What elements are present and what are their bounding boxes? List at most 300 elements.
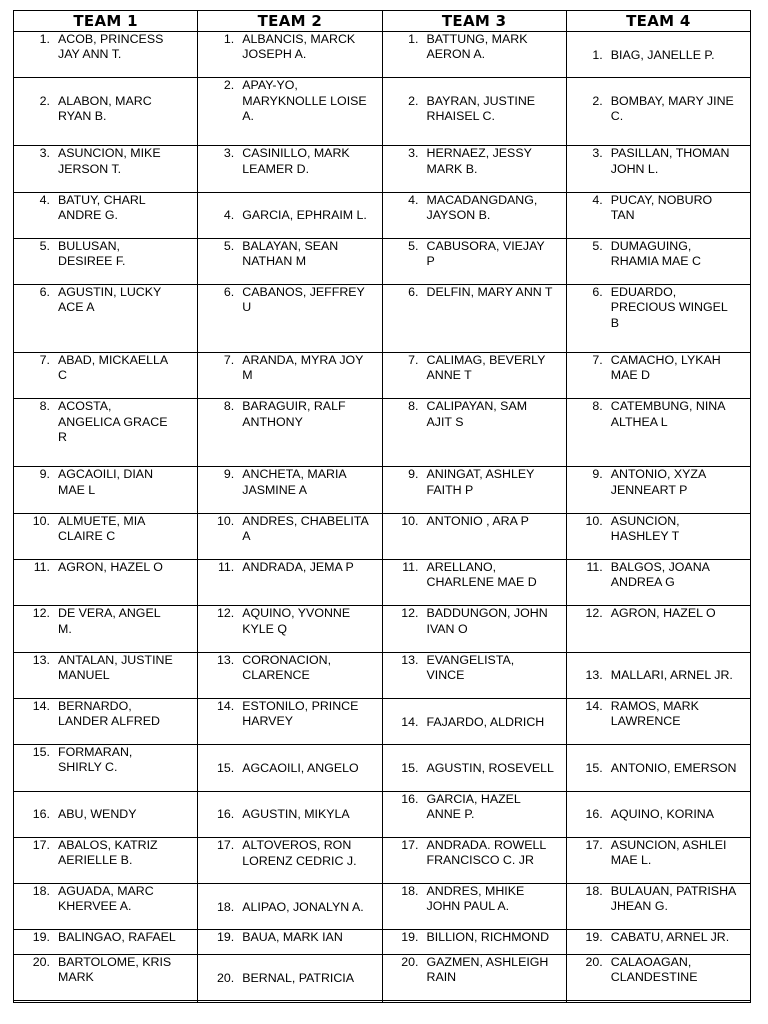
- member-number: 12.: [32, 606, 50, 621]
- member-number: 16.: [401, 791, 419, 806]
- member-entry: [383, 761, 566, 776]
- member-entry: [383, 884, 566, 914]
- member-number: 6.: [39, 285, 50, 300]
- team-1-cell: [14, 698, 198, 744]
- member-number: 2.: [39, 93, 50, 108]
- member-entry: [198, 514, 381, 544]
- member-name: HERNAEZ, JESSY MARK B.: [426, 146, 532, 176]
- team-3-cell: [382, 698, 566, 744]
- team-4-cell: [566, 192, 750, 238]
- team-1-cell: [14, 884, 198, 930]
- member-number: 13.: [217, 652, 235, 667]
- member-number: 19.: [217, 930, 235, 945]
- team-3-cell: [382, 32, 566, 78]
- member-entry: [14, 699, 197, 729]
- member-name: CALIMAG, BEVERLY ANNE T: [426, 353, 546, 383]
- team-2-cell: [198, 791, 382, 837]
- member-entry: [567, 699, 750, 729]
- member-number: 7.: [39, 353, 50, 368]
- team-2-cell: [198, 955, 382, 1001]
- roster-row: [14, 955, 751, 1001]
- team-2-cell: [198, 238, 382, 284]
- roster-row: [14, 837, 751, 883]
- member-entry: [383, 606, 566, 636]
- member-entry: [198, 560, 381, 575]
- member-entry: [198, 467, 381, 497]
- member-entry: [198, 699, 381, 729]
- team-2-cell: [198, 399, 382, 467]
- team-2-cell: [198, 930, 382, 955]
- team-1-cell: [14, 146, 198, 192]
- member-entry: [383, 399, 566, 429]
- member-number: 10.: [217, 513, 235, 528]
- member-entry: [567, 761, 750, 776]
- member-number: 15.: [32, 745, 50, 760]
- member-number: 5.: [592, 238, 603, 253]
- member-entry: [567, 467, 750, 497]
- member-name: AGUADA, MARC KHERVEE A.: [58, 884, 154, 914]
- member-name: BOMBAY, MARY JINE C.: [610, 93, 734, 124]
- member-entry: [567, 399, 750, 429]
- team-1-header: TEAM 1: [14, 11, 198, 32]
- team-2-cell: [198, 353, 382, 399]
- member-number: 3.: [39, 146, 50, 161]
- empty-cell: [14, 1001, 198, 1003]
- team-1-cell: [14, 745, 198, 791]
- member-number: 4.: [408, 192, 419, 207]
- roster-row: [14, 192, 751, 238]
- member-name: ARELLANO, CHARLENE MAE D: [426, 560, 537, 590]
- member-name: ANTONIO, XYZA JENNEART P: [610, 467, 707, 497]
- team-2-cell: [198, 884, 382, 930]
- member-name: BERNARDO, LANDER ALFRED: [58, 698, 160, 729]
- team-1-cell: [14, 930, 198, 955]
- member-number: 20.: [32, 955, 50, 970]
- member-name: ANDRADA, JEMA P: [242, 560, 354, 575]
- empty-space-row: [14, 1001, 751, 1003]
- member-number: 1.: [223, 32, 235, 46]
- member-name: ASUNCION, HASHLEY T: [610, 513, 680, 543]
- member-entry: [383, 792, 566, 822]
- member-entry: [198, 285, 381, 315]
- team-3-cell: [382, 353, 566, 399]
- team-2-cell: [198, 560, 382, 606]
- team-2-header: TEAM 2: [198, 11, 382, 32]
- roster-row: [14, 32, 751, 78]
- member-number: 11.: [33, 560, 50, 575]
- member-number: 2.: [223, 78, 235, 93]
- team-header-row: [14, 11, 751, 32]
- member-name: ABU, WENDY: [58, 807, 137, 822]
- member-number: 18.: [401, 884, 419, 899]
- team-2-cell: [198, 285, 382, 353]
- member-number: 9.: [592, 467, 603, 482]
- team-3-cell: [382, 192, 566, 238]
- member-entry: [198, 78, 381, 124]
- member-number: 7.: [408, 353, 419, 368]
- member-number: 17.: [217, 838, 235, 853]
- team-1-cell: [14, 353, 198, 399]
- member-name: ANTONIO , ARA P: [426, 513, 529, 528]
- team-3-header: TEAM 3: [382, 11, 566, 32]
- roster-row: [14, 146, 751, 192]
- member-number: 18.: [217, 899, 235, 914]
- member-entry: [567, 560, 750, 590]
- member-number: 18.: [32, 884, 50, 899]
- member-entry: [14, 467, 197, 497]
- member-name: ANINGAT, ASHLEY FAITH P: [426, 467, 535, 497]
- member-name: ALTOVEROS, RON LORENZ CEDRIC J.: [242, 838, 357, 868]
- team-4-cell: [566, 560, 750, 606]
- member-entry: [383, 514, 566, 529]
- team-4-cell: [566, 955, 750, 1001]
- member-name: ANDRADA. ROWELL FRANCISCO C. JR: [426, 837, 547, 868]
- member-number: 17.: [32, 837, 50, 852]
- member-number: 15.: [401, 761, 419, 776]
- member-name: MALLARI, ARNEL JR.: [610, 668, 733, 683]
- member-name: ASUNCION, ASHLEI MAE L.: [610, 837, 727, 868]
- team-1-cell: [14, 955, 198, 1001]
- member-number: 9.: [223, 467, 235, 482]
- member-number: 15.: [585, 761, 603, 776]
- member-entry: [567, 239, 750, 269]
- team-3-cell: [382, 560, 566, 606]
- member-name: BERNAL, PATRICIA: [242, 970, 355, 985]
- member-name: ESTONILO, PRINCE HARVEY: [242, 698, 359, 729]
- member-name: ALMUETE, MIA CLAIRE C: [58, 513, 146, 543]
- member-number: 1.: [39, 32, 50, 46]
- member-name: AGCAOILI, DIAN MAE L: [58, 467, 154, 497]
- member-number: 19.: [32, 930, 50, 945]
- member-name: ANTALAN, JUSTINE MANUEL: [58, 652, 173, 682]
- member-name: PUCAY, NOBURO TAN: [610, 192, 713, 222]
- member-number: 10.: [401, 513, 419, 528]
- member-name: DELFIN, MARY ANN T: [426, 285, 553, 300]
- member-name: AQUINO, YVONNE KYLE Q: [242, 606, 351, 636]
- member-name: DE VERA, ANGEL M.: [58, 606, 161, 636]
- member-name: BALGOS, JOANA ANDREA G: [610, 560, 710, 590]
- team-1-cell: [14, 652, 198, 698]
- member-name: ANCHETA, MARIA JASMINE A: [242, 467, 347, 497]
- team-4-cell: [566, 884, 750, 930]
- member-entry: [567, 48, 750, 63]
- team-2-cell: [198, 606, 382, 652]
- member-name: BULAUAN, PATRISHA JHEAN G.: [610, 884, 737, 914]
- member-name: CASINILLO, MARK LEAMER D.: [242, 146, 350, 176]
- member-entry: [198, 32, 381, 62]
- member-entry: [14, 606, 197, 636]
- member-entry: [383, 955, 566, 985]
- member-number: 20.: [585, 955, 603, 970]
- member-entry: [383, 32, 566, 62]
- member-name: DUMAGUING, RHAMIA MAE C: [610, 238, 701, 269]
- member-name: EVANGELISTA, VINCE: [426, 652, 515, 682]
- member-entry: [14, 239, 197, 269]
- member-entry: [14, 94, 197, 124]
- team-4-cell: [566, 837, 750, 883]
- member-number: 13.: [585, 668, 603, 683]
- member-entry: [567, 193, 750, 223]
- member-entry: [198, 653, 381, 683]
- member-name: ALIPAO, JONALYN A.: [242, 899, 364, 914]
- member-name: ANTONIO, EMERSON: [610, 761, 737, 776]
- member-number: 3.: [223, 146, 235, 161]
- member-entry: [198, 900, 381, 915]
- roster-row: [14, 884, 751, 930]
- roster-row: [14, 78, 751, 146]
- member-number: 13.: [32, 652, 50, 667]
- team-3-cell: [382, 285, 566, 353]
- member-name: ABAD, MICKAELLA C: [58, 353, 169, 383]
- member-name: AGRON, HAZEL O: [610, 606, 716, 621]
- member-number: 4.: [223, 208, 235, 223]
- member-entry: [14, 653, 197, 683]
- member-entry: [14, 745, 197, 775]
- member-name: GAZMEN, ASHLEIGH RAIN: [426, 955, 549, 985]
- member-entry: [383, 285, 566, 300]
- member-entry: [198, 761, 381, 776]
- member-entry: [383, 653, 566, 683]
- team-1-cell: [14, 513, 198, 559]
- member-entry: [383, 560, 566, 590]
- team-roster-table: [13, 10, 751, 1003]
- member-name: PASILLAN, THOMAN JOHN L.: [610, 146, 730, 176]
- member-entry: [567, 94, 750, 124]
- roster-row: [14, 285, 751, 353]
- team-4-cell: [566, 791, 750, 837]
- member-name: GARCIA, EPHRAIM L.: [242, 208, 367, 223]
- member-number: 14.: [401, 714, 419, 729]
- member-entry: [198, 838, 381, 868]
- member-name: BARAGUIR, RALF ANTHONY: [242, 399, 346, 429]
- member-entry: [567, 884, 750, 914]
- member-entry: [14, 560, 197, 575]
- member-entry: [567, 930, 750, 945]
- roster-row: [14, 930, 751, 955]
- team-3-cell: [382, 652, 566, 698]
- member-entry: [198, 208, 381, 223]
- member-number: 15.: [217, 761, 235, 776]
- roster-row: [14, 698, 751, 744]
- team-2-cell: [198, 745, 382, 791]
- member-name: CABATU, ARNEL JR.: [610, 930, 730, 945]
- team-4-cell: [566, 467, 750, 513]
- member-name: ALBANCIS, MARCK JOSEPH A.: [242, 32, 356, 62]
- team-1-cell: [14, 285, 198, 353]
- team-1-cell: [14, 32, 198, 78]
- member-name: FORMARAN, SHIRLY C.: [58, 745, 133, 775]
- member-name: BADDUNGON, JOHN IVAN O: [426, 606, 548, 636]
- member-name: ANDRES, MHIKE JOHN PAUL A.: [426, 884, 525, 914]
- team-3-cell: [382, 837, 566, 883]
- member-name: AGRON, HAZEL O: [58, 560, 163, 575]
- member-number: 9.: [408, 467, 419, 482]
- team-3-cell: [382, 238, 566, 284]
- member-name: BALINGAO, RAFAEL: [58, 930, 176, 945]
- member-entry: [14, 884, 197, 914]
- team-4-cell: [566, 745, 750, 791]
- team-2-cell: [198, 513, 382, 559]
- member-number: 12.: [401, 606, 419, 621]
- member-entry: [14, 32, 197, 62]
- member-number: 16.: [585, 807, 603, 822]
- member-number: 19.: [585, 930, 603, 945]
- member-name: ACOSTA, ANGELICA GRACE R: [58, 399, 168, 444]
- member-entry: [14, 399, 197, 445]
- member-number: 20.: [217, 970, 235, 985]
- member-entry: [383, 467, 566, 497]
- roster-row: [14, 652, 751, 698]
- member-number: 6.: [408, 285, 419, 300]
- member-entry: [14, 838, 197, 868]
- member-name: BULUSAN, DESIREE F.: [58, 238, 126, 269]
- team-1-cell: [14, 837, 198, 883]
- member-number: 14.: [32, 698, 50, 713]
- member-number: 5.: [39, 238, 50, 253]
- member-name: BATTUNG, MARK AERON A.: [426, 32, 528, 62]
- team-3-cell: [382, 399, 566, 467]
- team-4-header: TEAM 4: [566, 11, 750, 32]
- team-4-cell: [566, 399, 750, 467]
- member-name: GARCIA, HAZEL ANNE P.: [426, 791, 521, 821]
- member-entry: [198, 930, 381, 945]
- member-name: FAJARDO, ALDRICH: [426, 714, 545, 729]
- team-3-cell: [382, 745, 566, 791]
- member-entry: [383, 239, 566, 269]
- team-4-cell: [566, 146, 750, 192]
- team-2-cell: [198, 837, 382, 883]
- member-entry: [567, 955, 750, 985]
- team-3-cell: [382, 467, 566, 513]
- member-number: 8.: [408, 399, 419, 414]
- member-number: 12.: [217, 606, 235, 621]
- roster-row: [14, 353, 751, 399]
- member-number: 6.: [223, 285, 235, 300]
- team-2-cell: [198, 78, 382, 146]
- roster-row: [14, 745, 751, 791]
- team-4-cell: [566, 698, 750, 744]
- member-entry: [567, 606, 750, 621]
- member-name: BAYRAN, JUSTINE RHAISEL C.: [426, 93, 536, 124]
- team-4-cell: [566, 353, 750, 399]
- member-name: BATUY, CHARL ANDRE G.: [58, 192, 146, 222]
- member-name: ABALOS, KATRIZ AERIELLE B.: [58, 837, 158, 868]
- member-name: CATEMBUNG, NINA ALTHEA L: [610, 399, 726, 429]
- member-name: BILLION, RICHMOND: [426, 930, 550, 945]
- member-number: 11.: [402, 560, 419, 575]
- member-name: RAMOS, MARK LAWRENCE: [610, 698, 699, 729]
- team-4-cell: [566, 930, 750, 955]
- member-number: 11.: [217, 560, 235, 575]
- team-1-cell: [14, 192, 198, 238]
- empty-cell: [382, 1001, 566, 1003]
- member-number: 12.: [585, 606, 603, 621]
- team-4-cell: [566, 652, 750, 698]
- team-2-cell: [198, 652, 382, 698]
- member-number: 7.: [592, 353, 603, 368]
- roster-row: [14, 467, 751, 513]
- member-entry: [567, 353, 750, 383]
- member-entry: [198, 399, 381, 429]
- empty-cell: [566, 1001, 750, 1003]
- member-number: 2.: [408, 93, 419, 108]
- team-1-cell: [14, 560, 198, 606]
- member-number: 19.: [401, 930, 419, 945]
- member-name: ALABON, MARC RYAN B.: [58, 93, 152, 124]
- team-3-cell: [382, 513, 566, 559]
- member-name: AGUSTIN, ROSEVELL: [426, 761, 554, 776]
- member-number: 7.: [223, 353, 235, 368]
- team-4-cell: [566, 606, 750, 652]
- member-entry: [567, 514, 750, 544]
- member-name: CALAOAGAN, CLANDESTINE: [610, 955, 698, 985]
- roster-row: [14, 791, 751, 837]
- member-name: CORONACION, CLARENCE: [242, 652, 332, 682]
- member-name: AQUINO, KORINA: [610, 807, 715, 822]
- member-number: 11.: [586, 560, 603, 575]
- team-4-cell: [566, 32, 750, 78]
- member-entry: [567, 838, 750, 868]
- member-number: 1.: [408, 32, 419, 46]
- member-number: 4.: [39, 192, 50, 207]
- member-entry: [383, 193, 566, 223]
- member-name: ANDRES, CHABELITA A: [242, 513, 369, 543]
- empty-cell: [198, 1001, 382, 1003]
- member-name: BAUA, MARK IAN: [242, 930, 343, 945]
- member-name: CALIPAYAN, SAM AJIT S: [426, 399, 528, 429]
- member-number: 10.: [32, 513, 50, 528]
- member-entry: [383, 353, 566, 383]
- roster-body: [14, 32, 751, 1003]
- team-3-cell: [382, 78, 566, 146]
- team-3-cell: [382, 606, 566, 652]
- team-4-cell: [566, 78, 750, 146]
- member-number: 3.: [592, 146, 603, 161]
- member-number: 3.: [408, 146, 419, 161]
- member-number: 14.: [585, 698, 603, 713]
- member-number: 17.: [585, 837, 603, 852]
- member-entry: [198, 971, 381, 986]
- team-3-cell: [382, 146, 566, 192]
- member-entry: [14, 285, 197, 315]
- member-number: 16.: [32, 807, 50, 822]
- member-number: 16.: [217, 807, 235, 822]
- team-1-cell: [14, 399, 198, 467]
- member-entry: [383, 930, 566, 945]
- team-1-cell: [14, 238, 198, 284]
- member-entry: [567, 285, 750, 331]
- team-2-cell: [198, 467, 382, 513]
- team-4-cell: [566, 285, 750, 353]
- member-number: 6.: [592, 285, 603, 300]
- team-1-cell: [14, 467, 198, 513]
- member-entry: [14, 955, 197, 985]
- member-name: ACOB, PRINCESS JAY ANN T.: [58, 32, 164, 62]
- team-2-cell: [198, 698, 382, 744]
- team-4-cell: [566, 513, 750, 559]
- member-number: 18.: [585, 884, 603, 899]
- member-number: 2.: [592, 93, 603, 108]
- member-name: ASUNCION, MIKE JERSON T.: [58, 146, 161, 176]
- member-entry: [198, 146, 381, 176]
- member-number: 10.: [585, 513, 603, 528]
- member-name: ARANDA, MYRA JOY M: [242, 353, 364, 383]
- member-entry: [198, 239, 381, 269]
- member-entry: [14, 146, 197, 176]
- member-name: AGUSTIN, LUCKY ACE A: [58, 285, 162, 315]
- member-number: 8.: [39, 399, 50, 414]
- member-entry: [14, 353, 197, 383]
